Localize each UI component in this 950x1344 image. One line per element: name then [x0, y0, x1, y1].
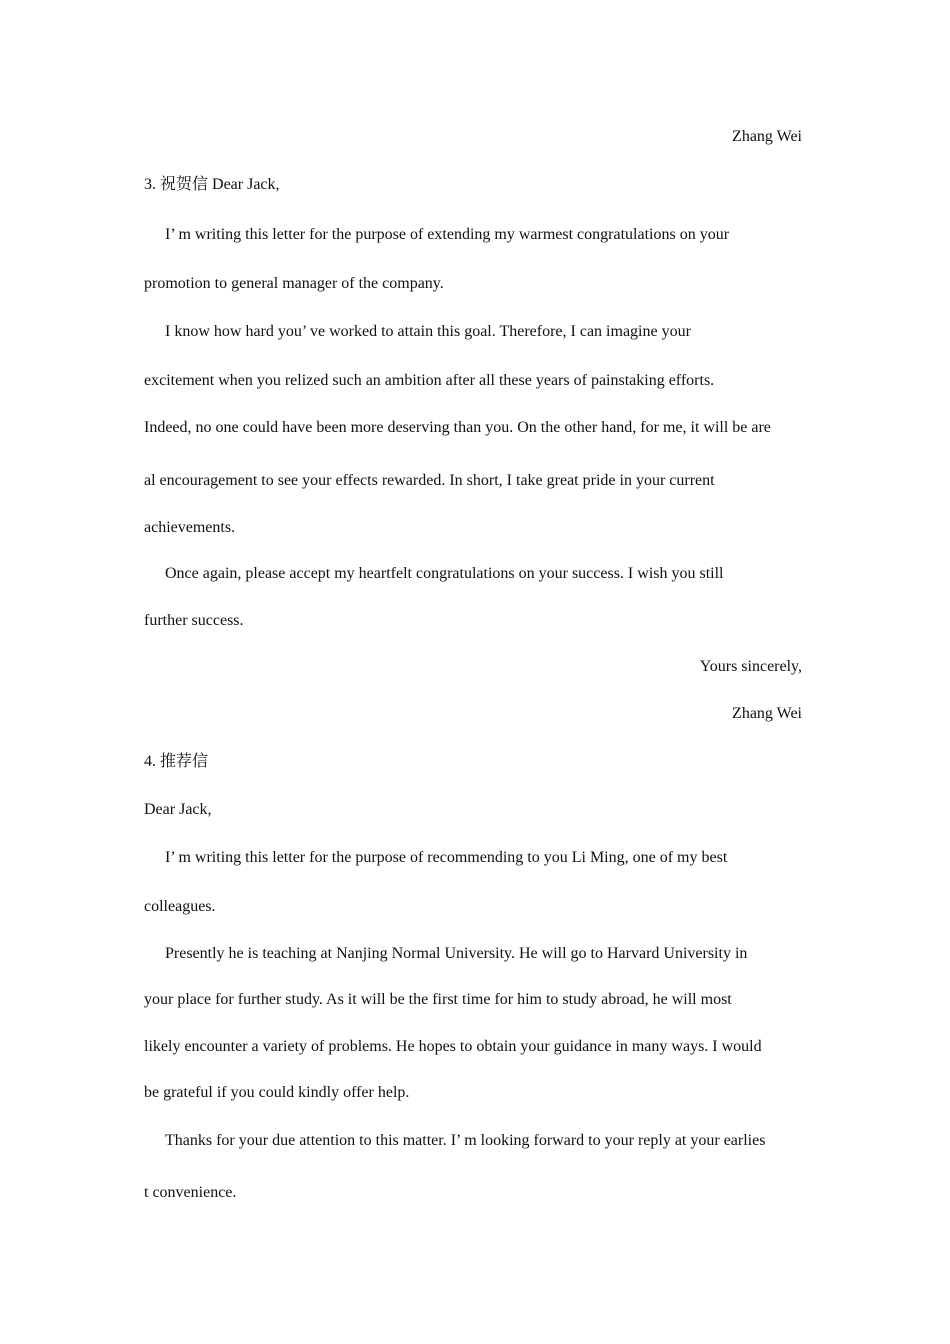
letter4-line: colleagues.: [144, 898, 216, 915]
letter4-line: Presently he is teaching at Nanjing Normal University. He will go to Harvard University in: [165, 945, 748, 962]
letter4-line: t convenience.: [144, 1184, 237, 1201]
letter3-line: excitement when you relized such an ambition after all these years of painstaking efforts.: [144, 372, 715, 389]
letter4-heading-number: 4.: [144, 753, 156, 770]
letter3-line: I’ m writing this letter for the purpose of extending my warmest congratulations on your: [165, 226, 730, 243]
letter3-line: I know how hard you’ ve worked to attain this goal. Therefore, I can imagine your: [165, 323, 691, 340]
letter3-line: Once again, please accept my heartfelt congratulations on your success. I wish you still: [165, 565, 724, 582]
letter3-line: Indeed, no one could have been more deserving than you. On the other hand, for me, it will be are: [144, 419, 771, 436]
letter3-line: achievements.: [144, 519, 236, 536]
letter3-heading-number: 3.: [144, 176, 156, 193]
letter3-heading: [144, 174, 802, 195]
letter4-heading: [144, 751, 802, 772]
letter3-salutation: Dear Jack,: [212, 176, 280, 193]
letter4-line: your place for further study. As it will be the first time for him to study abroad, he will most: [144, 991, 732, 1008]
letter3-signature: Zhang Wei: [732, 705, 802, 722]
letter3-line: al encouragement to see your effects rewarded. In short, I take great pride in your current: [144, 472, 715, 489]
letter4-heading-title: 推荐信: [160, 751, 209, 770]
letter3-heading-title: 祝贺信: [160, 174, 209, 193]
letter4-salutation: Dear Jack,: [144, 801, 212, 818]
letter4-line: be grateful if you could kindly offer help.: [144, 1084, 410, 1101]
previous-signature: Zhang Wei: [732, 128, 802, 145]
letter4-line: I’ m writing this letter for the purpose of recommending to you Li Ming, one of my best: [165, 849, 728, 866]
letter3-line: further success.: [144, 612, 244, 629]
letter3-closing: Yours sincerely,: [699, 658, 802, 675]
letter3-line: promotion to general manager of the company.: [144, 275, 444, 292]
letter4-line: Thanks for your due attention to this matter. I’ m looking forward to your reply at your earlies: [165, 1132, 766, 1149]
letter4-line: likely encounter a variety of problems. He hopes to obtain your guidance in many ways. I would: [144, 1038, 762, 1055]
